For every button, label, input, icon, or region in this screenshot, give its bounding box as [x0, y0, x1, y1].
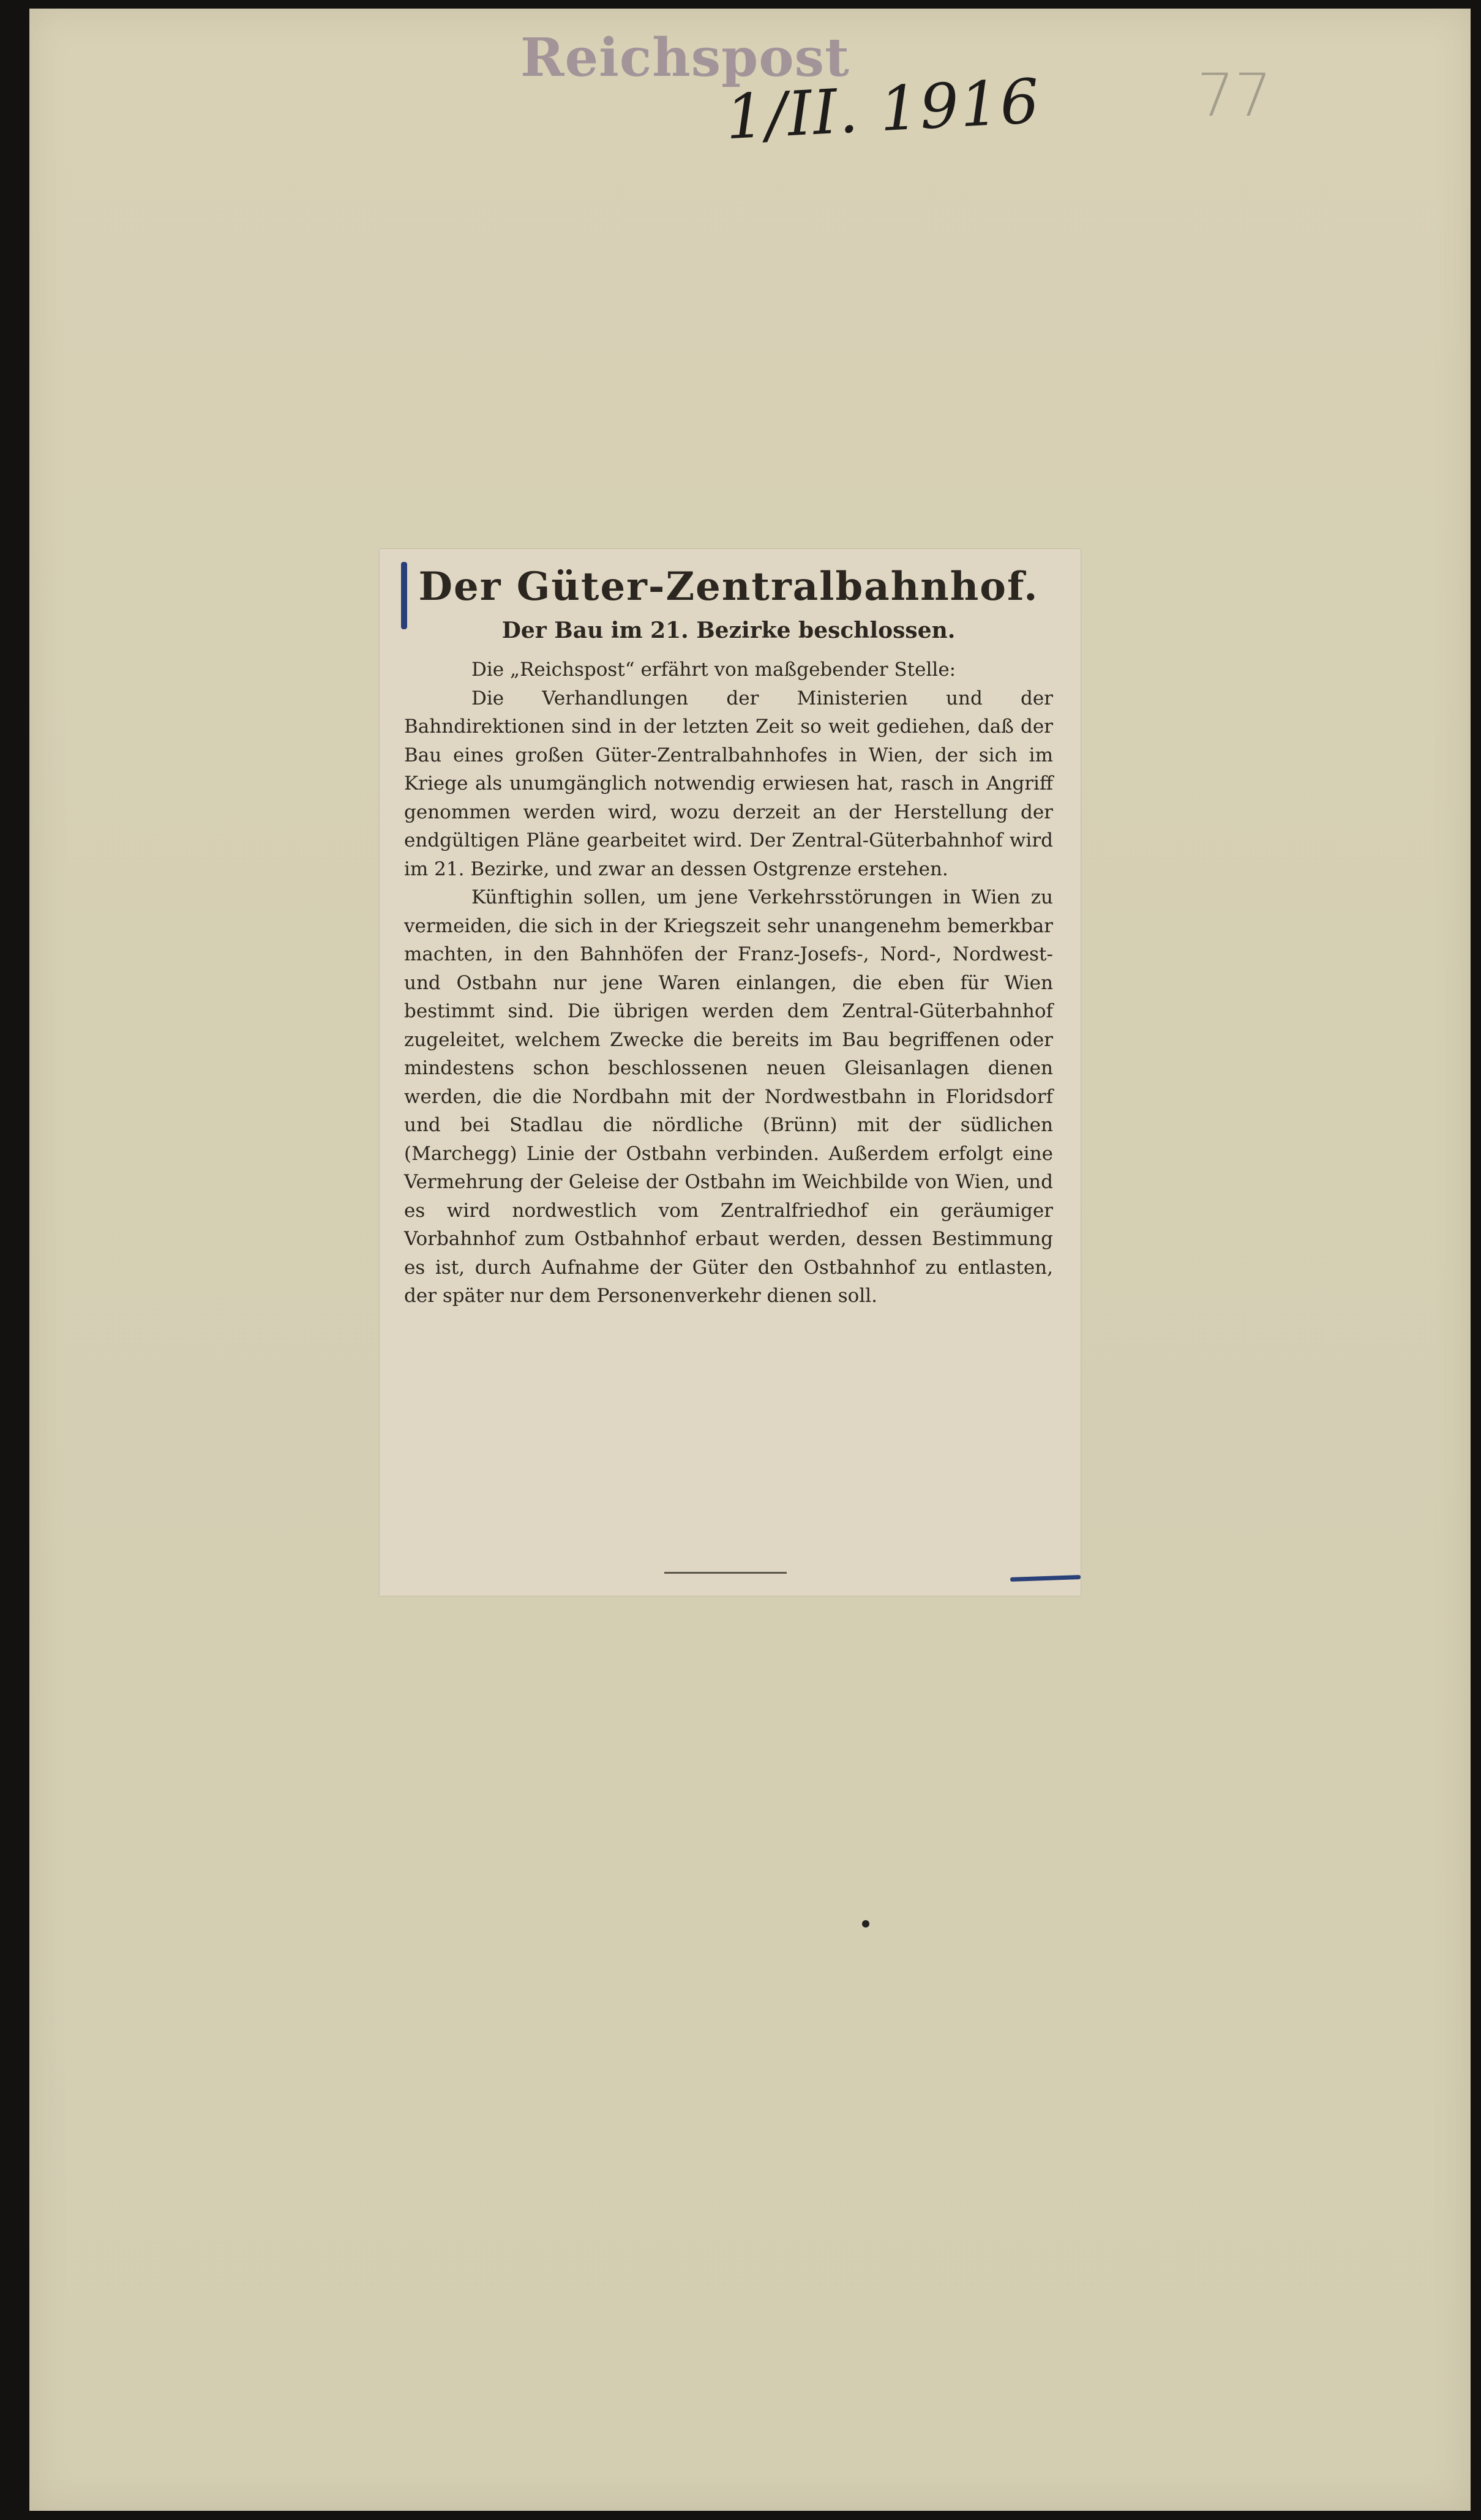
- article-body: [404, 656, 1053, 1310]
- blue-pencil-mark: [401, 562, 407, 629]
- newspaper-clipping: [380, 549, 1081, 1596]
- article-paragraph: Die „Reichspost“ erfährt von maßgebender Stelle:: [471, 659, 956, 681]
- article-paragraph: Die Verhandlungen der Ministerien und der Bahndirektionen sind in der letzten Zeit so weit gediehen, daß der Bau eines großen Güter-Zentralbahnhofes in Wien, der sich im Kriege als unumgänglich notwendig erwiesen hat, rasch in Angriff genommen werden wird, wozu derzeit an der Herstellung der endgültigen Pläne gearbeitet wird. Der Zentral-Güterbahnhof wird im 21. Bezirke, und zwar an dessen Ostgrenze erstehen.: [404, 687, 1053, 880]
- article-subheadline: Der Bau im 21. Bezirke beschlossen.: [501, 618, 956, 643]
- article: [404, 561, 1053, 1310]
- handwritten-date: 1/II. 1916: [724, 65, 1043, 154]
- article-paragraph: Künftighin sollen, um jene Verkehrsstörungen in Wien zu vermeiden, die sich in der Kriegszeit sehr unangenehm bemerkbar machten, in den Bahnhöfen der Franz-Josefs-, Nord-, Nordwest- und Ostbahn nur jene Waren einlangen, die eben für Wien bestimmt sind. Die übrigen werden dem Zentral-Güterbahnhof zugeleitet, welchem Zwecke die bereits im Bau begriffenen oder mindestens schon beschlossenen neuen Gleisanlagen dienen werden, die die Nordbahn mit der Nordwestbahn in Floridsdorf und bei Stadlau die nördliche (Brünn) mit der südlichen (Marchegg) Linie der Ostbahn verbinden. Außerdem erfolgt eine Vermehrung der Geleise der Ostbahn im Weichbilde von Wien, und es wird nordwestlich vom Zentralfriedhof ein geräumiger Vorbahnhof zum Ostbahnhof erbaut werden, dessen Bestimmung es ist, durch Aufnahme der Güter den Ostbahnhof zu entlasten, der später nur dem Personenverkehr dienen soll.: [404, 886, 1053, 1307]
- archive-number: 77: [1197, 61, 1272, 130]
- article-end-rule: [664, 1572, 787, 1574]
- article-headline: Der Güter-Zentralbahnhof.: [418, 564, 1039, 610]
- newspaper-stamp: Reichspost: [520, 27, 850, 89]
- paper-speck: [862, 1920, 869, 1927]
